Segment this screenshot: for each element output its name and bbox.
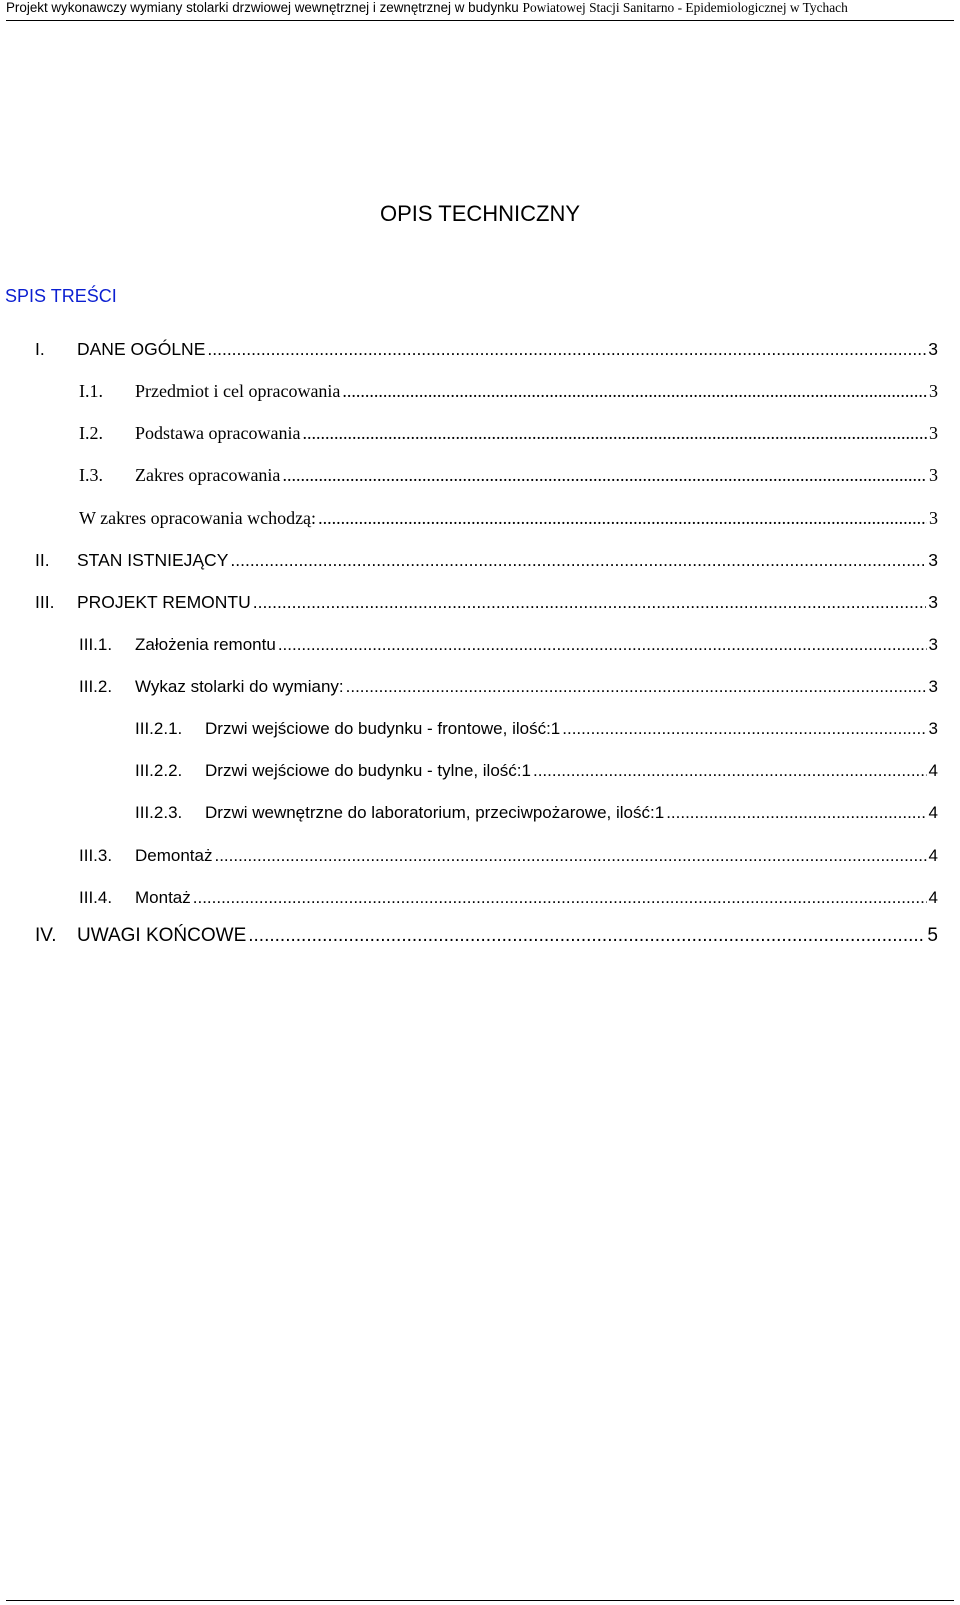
toc-entry-text: STAN ISTNIEJĄCY xyxy=(77,550,229,570)
toc-entry-number: I. xyxy=(35,339,45,359)
toc-entry[interactable] xyxy=(79,381,938,402)
toc-entry-page: 3 xyxy=(929,423,938,443)
toc-entry-number: II. xyxy=(35,550,50,570)
toc-dot-leader xyxy=(666,803,926,823)
toc-entry-page: 4 xyxy=(928,846,938,865)
toc-entry-number: I.2. xyxy=(79,423,103,443)
toc-entry-text: Zakres opracowania xyxy=(135,465,281,485)
toc-dot-leader xyxy=(342,381,927,402)
toc-entry[interactable] xyxy=(35,925,938,947)
toc-entry[interactable] xyxy=(79,635,938,655)
toc-entry[interactable] xyxy=(135,761,938,781)
footer-rule xyxy=(6,1600,954,1601)
toc-entry-number: III. xyxy=(35,592,55,612)
toc-entry-number: I.1. xyxy=(79,381,103,401)
toc-entry-text: Drzwi wewnętrzne do laboratorium, przeciwpożarowe, ilość:1 xyxy=(205,803,665,822)
toc-entry[interactable] xyxy=(35,592,938,613)
toc-dot-leader xyxy=(533,761,927,781)
toc-entry-page: 3 xyxy=(929,508,938,528)
toc-dot-leader xyxy=(248,925,925,947)
toc-dot-leader xyxy=(193,888,927,908)
toc-entry-text: DANE OGÓLNE xyxy=(77,339,206,359)
toc-entry-page: 3 xyxy=(928,339,938,359)
toc-entry-page: 3 xyxy=(928,550,938,570)
toc-entry-page: 4 xyxy=(928,761,938,780)
toc-dot-leader xyxy=(230,550,926,571)
toc-entry-page: 4 xyxy=(928,888,938,907)
toc-entry-number: III.2. xyxy=(79,677,113,696)
toc-dot-leader xyxy=(282,465,927,486)
toc-entry-text: Założenia remontu xyxy=(135,635,276,654)
toc-dot-leader xyxy=(278,635,927,655)
document-title: OPIS TECHNICZNY xyxy=(379,201,581,226)
toc-entry-number: III.2.3. xyxy=(135,803,183,822)
toc-entry[interactable] xyxy=(35,339,938,360)
toc-entry-text: Drzwi wejściowe do budynku - tylne, ilość:1 xyxy=(205,761,531,780)
toc-entry-number: III.4. xyxy=(79,888,113,907)
toc-entry-number: III.2.1. xyxy=(135,719,183,738)
toc-entry-page: 4 xyxy=(928,803,938,822)
toc-entry-text: PROJEKT REMONTU xyxy=(77,592,251,612)
toc-entry[interactable] xyxy=(79,846,938,866)
toc-entry[interactable] xyxy=(79,508,938,529)
toc-entry[interactable] xyxy=(135,719,938,739)
toc-dot-leader xyxy=(253,592,927,613)
toc-entry-page: 5 xyxy=(927,925,938,946)
toc-entry-text: Wykaz stolarki do wymiany: xyxy=(135,677,344,696)
toc-entry[interactable] xyxy=(79,465,938,486)
page-header xyxy=(6,0,954,21)
toc-entry-page: 3 xyxy=(928,635,938,654)
header-title-part2: Powiatowej Stacji Sanitarno - Epidemiologicznej w Tychach xyxy=(522,0,848,15)
toc-entry[interactable] xyxy=(35,550,938,571)
toc-entry-page: 3 xyxy=(928,677,938,696)
toc-entry-text: Drzwi wejściowe do budynku - frontowe, ilość:1 xyxy=(205,719,561,738)
toc-entry[interactable] xyxy=(135,803,938,823)
toc-heading: SPIS TREŚCI xyxy=(5,286,117,306)
toc-entry-number: IV. xyxy=(35,925,57,946)
toc-entry-number: III.1. xyxy=(79,635,113,654)
toc-entry-page: 3 xyxy=(929,465,938,485)
toc-dot-leader xyxy=(214,846,926,866)
toc-dot-leader xyxy=(318,508,927,529)
toc-entry-page: 3 xyxy=(928,592,938,612)
toc-entry[interactable] xyxy=(79,423,938,444)
toc-dot-leader xyxy=(302,423,927,444)
toc-entry-text: Podstawa opracowania xyxy=(135,423,301,443)
toc-entry-page: 3 xyxy=(928,719,938,738)
toc-entry[interactable] xyxy=(79,888,938,908)
toc-entry-text: UWAGI KOŃCOWE xyxy=(77,925,247,946)
toc-dot-leader xyxy=(207,339,926,360)
header-title-part1: Projekt wykonawczy wymiany stolarki drzwiowej wewnętrznej i zewnętrznej w budynku xyxy=(6,0,519,15)
toc-dot-leader xyxy=(346,677,927,697)
toc-entry-text: W zakres opracowania wchodzą: xyxy=(79,508,317,528)
toc-entry[interactable] xyxy=(79,677,938,697)
toc-dot-leader xyxy=(562,719,926,739)
toc-entry-page: 3 xyxy=(929,381,938,401)
toc-entry-text: Demontaż xyxy=(135,846,213,865)
toc-entry-number: III.3. xyxy=(79,846,113,865)
toc-entry-number: III.2.2. xyxy=(135,761,183,780)
toc-entry-text: Przedmiot i cel opracowania xyxy=(135,381,341,401)
toc-entry-number: I.3. xyxy=(79,465,103,485)
toc-entry-text: Montaż xyxy=(135,888,191,907)
